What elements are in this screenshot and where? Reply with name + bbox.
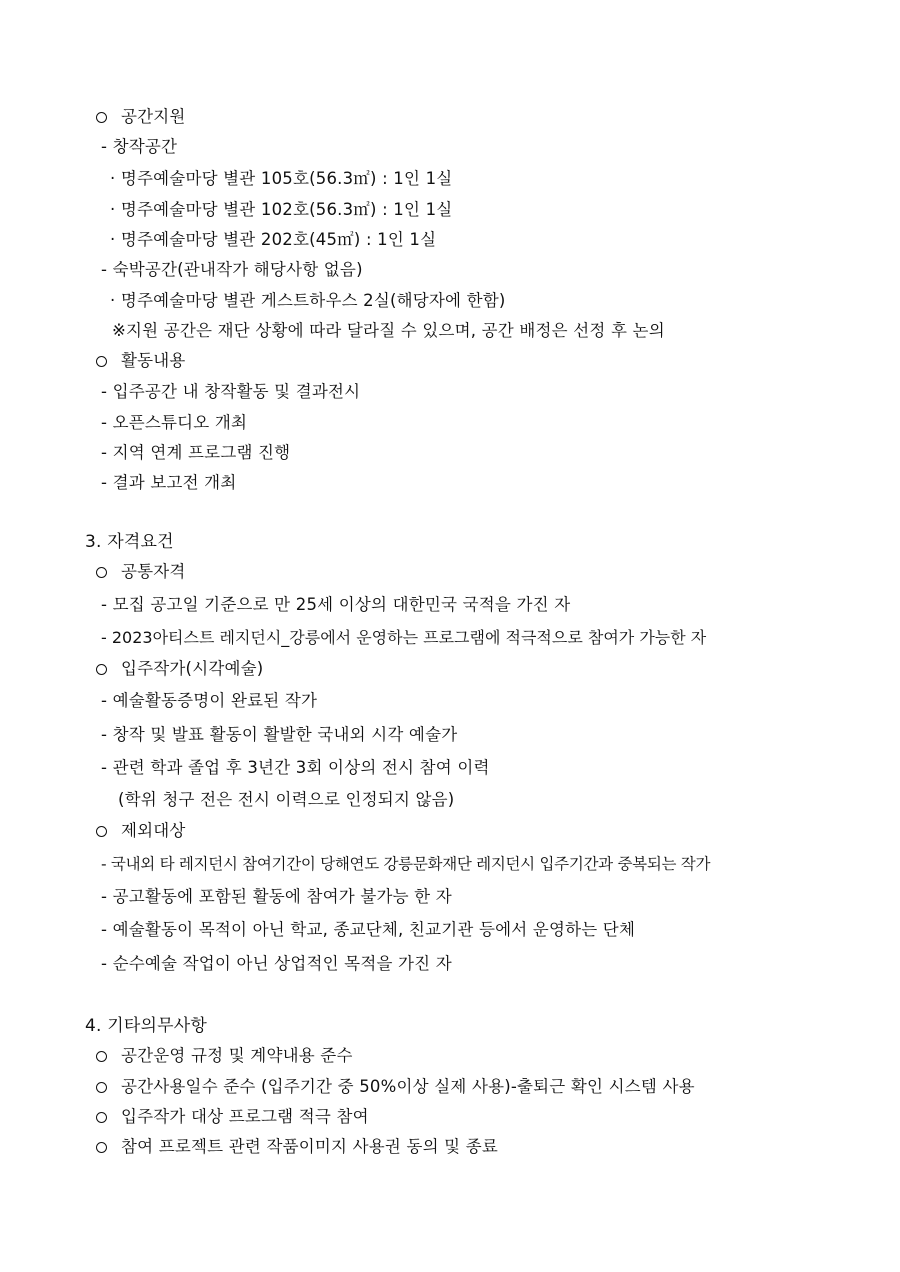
circle-bullet-icon [96,567,107,578]
activity-item: - 입주공간 내 창작활동 및 결과전시 [101,382,361,401]
circle-bullet-icon [96,826,107,837]
activities-title-line [96,348,186,374]
exclusion-item: - 국내외 타 레지던시 참여기간이 당해연도 강릉문화재단 레지던시 입주기간과 중복되는 작가 [101,855,711,873]
circle-bullet-icon [96,1051,107,1062]
duty-item-text: 입주작가 대상 프로그램 적극 참여 [121,1107,369,1126]
duty-item [96,1104,369,1130]
common-title: 공통자격 [121,562,186,581]
circle-bullet-icon [96,1082,107,1093]
duty-item [96,1134,498,1160]
duty-item-text: 공간운영 규정 및 계약내용 준수 [121,1046,353,1065]
resident-item-note: (학위 청구 전은 전시 이력으로 인정되지 않음) [118,790,455,809]
exclusion-title: 제외대상 [121,821,186,840]
resident-item: - 예술활동증명이 완료된 작가 [101,691,318,710]
common-item: - 2023아티스트 레지던시_강릉에서 운영하는 프로그램에 적극적으로 참여가 가능한 자 [101,628,707,647]
resident-title: 입주작가(시각예술) [121,659,264,678]
exclusion-item: - 예술활동이 목적이 아닌 학교, 종교단체, 친교기관 등에서 운영하는 단체 [101,920,636,939]
duty-item-text: 참여 프로젝트 관련 작품이미지 사용권 동의 및 종료 [121,1137,499,1156]
section4-heading: 4. 기타의무사항 [85,1016,207,1036]
lodging-space-item: · 명주예술마당 별관 게스트하우스 2실(해당자에 한함) [110,291,506,310]
activity-item: - 지역 연계 프로그램 진행 [101,443,291,462]
circle-bullet-icon [96,664,107,675]
resident-item: - 창작 및 발표 활동이 활발한 국내외 시각 예술가 [101,725,458,744]
duty-item [96,1074,695,1100]
exclusion-item: - 공고활동에 포함된 활동에 참여가 불가능 한 자 [101,887,452,906]
creative-space-item: · 명주예술마당 별관 202호(45㎡) : 1인 1실 [110,230,437,249]
space-support-title: 공간지원 [121,107,186,126]
resident-item: - 관련 학과 졸업 후 3년간 3회 이상의 전시 참여 이력 [101,758,490,777]
circle-bullet-icon [96,112,107,123]
creative-space-item: · 명주예술마당 별관 105호(56.3㎡) : 1인 1실 [110,169,453,188]
circle-bullet-icon [96,1142,107,1153]
creative-space-item: · 명주예술마당 별관 102호(56.3㎡) : 1인 1실 [110,200,453,219]
creative-space-label: - 창작공간 [101,137,178,156]
circle-bullet-icon [96,1112,107,1123]
lodging-space-label: - 숙박공간(관내작가 해당사항 없음) [101,260,363,279]
common-title-line [96,559,186,585]
exclusion-title-line [96,818,186,844]
activity-item: - 오픈스튜디오 개최 [101,413,248,432]
exclusion-item: - 순수예술 작업이 아닌 상업적인 목적을 가진 자 [101,954,452,973]
activity-item: - 결과 보고전 개최 [101,473,237,492]
space-note: ※지원 공간은 재단 상황에 따라 달라질 수 있으며, 공간 배정은 선정 후 논의 [112,321,665,340]
section3-heading: 3. 자격요건 [85,532,174,552]
circle-bullet-icon [96,356,107,367]
resident-title-line [96,656,263,682]
activities-title: 활동내용 [121,351,186,370]
space-support-title-line [96,104,186,130]
common-item: - 모집 공고일 기준으로 만 25세 이상의 대한민국 국적을 가진 자 [101,595,571,614]
duty-item [96,1043,353,1069]
duty-item-text: 공간사용일수 준수 (입주기간 중 50%이상 실제 사용)-출퇴근 확인 시스템 사용 [121,1077,695,1096]
